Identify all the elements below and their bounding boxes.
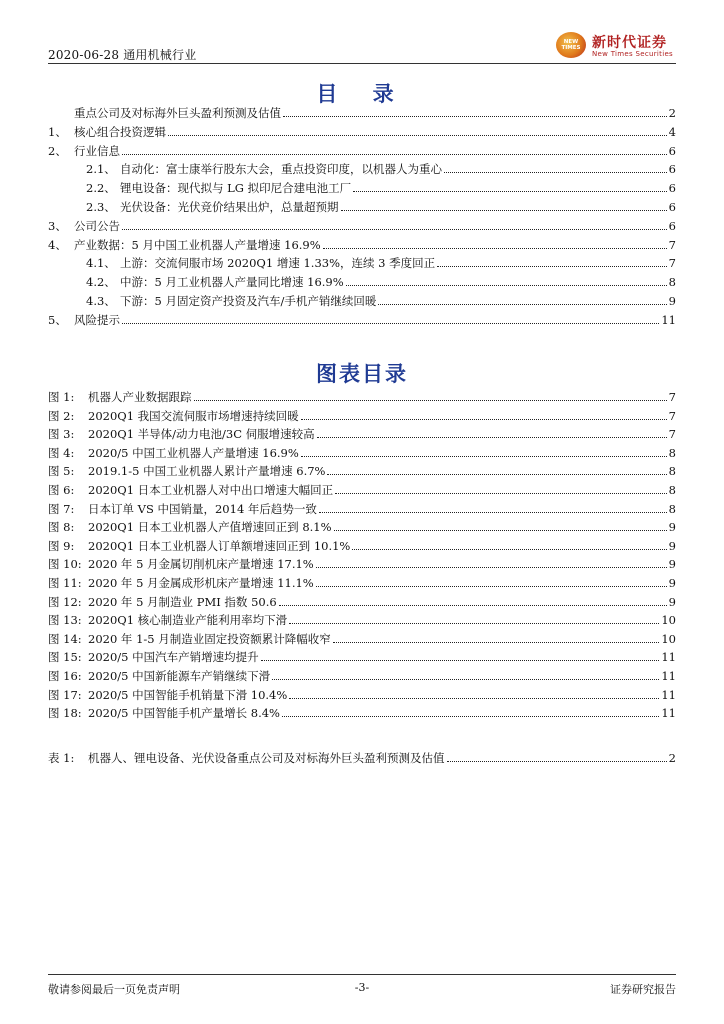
dot-leader — [444, 172, 667, 173]
toc-entry[interactable] — [48, 293, 676, 309]
dot-leader — [301, 419, 667, 420]
dot-leader — [301, 456, 667, 457]
figure-entry-page: 11 — [661, 687, 676, 702]
toc-entry-number: 1、 — [48, 124, 67, 139]
figure-entry-title: 2020Q1 日本工业机器人产值增速回正到 8.1% — [88, 520, 332, 535]
toc-entry-page: 8 — [668, 275, 676, 290]
toc-entry-number: 4.1、 — [86, 256, 116, 271]
figure-entry-number: 图 4: — [48, 445, 75, 460]
figure-entry[interactable] — [48, 687, 676, 703]
figure-entry-title: 2020Q1 日本工业机器人订单额增速回正到 10.1% — [88, 538, 351, 553]
figure-entry-page: 9 — [668, 538, 676, 553]
figure-entry-number: 图 5: — [48, 464, 75, 479]
toc-entry[interactable] — [48, 180, 676, 196]
figure-entry[interactable] — [48, 594, 676, 610]
figure-entry-title: 2020/5 中国智能手机产量增长 8.4% — [88, 706, 280, 721]
toc-entry-title: 风险提示 — [74, 312, 120, 327]
figure-entry-page: 10 — [661, 613, 676, 628]
dot-leader — [261, 660, 660, 661]
toc-entry-label — [86, 274, 344, 290]
figure-entry-title: 2020/5 中国工业机器人产量增速 16.9% — [88, 445, 299, 460]
toc-entry[interactable] — [48, 199, 676, 215]
toc-entry-label — [48, 312, 120, 328]
figure-entry-label — [48, 463, 325, 479]
toc-entry-page: 6 — [668, 218, 676, 233]
figure-entry-label — [48, 501, 317, 517]
toc-entry-number: 2.2、 — [86, 181, 116, 196]
toc-entry-title: 重点公司及对标海外巨头盈利预测及估值 — [74, 106, 281, 120]
toc-entry[interactable] — [48, 124, 676, 140]
figure-entry[interactable] — [48, 612, 676, 628]
figure-entry-number: 图 6: — [48, 483, 75, 497]
toc-entry-page: 7 — [668, 256, 676, 271]
dot-leader — [282, 716, 659, 717]
dot-leader — [272, 679, 659, 680]
figure-entry[interactable] — [48, 463, 676, 479]
figure-entry[interactable] — [48, 631, 676, 647]
toc-entry-label — [86, 255, 435, 271]
figure-entry-title: 机器人产业数据跟踪 — [88, 390, 192, 404]
figure-entry-number: 图 7: — [48, 501, 75, 516]
dot-leader — [323, 248, 667, 249]
figure-entry-title: 2020 年 5 月金属切削机床产量增速 17.1% — [88, 557, 314, 572]
figure-entry[interactable] — [48, 408, 676, 424]
figure-entry-label — [48, 445, 299, 461]
dot-leader — [122, 154, 667, 155]
figure-entry-number: 图 8: — [48, 520, 75, 535]
figure-entry[interactable] — [48, 649, 676, 665]
toc-title: 目 录 — [316, 82, 408, 106]
toc-entry-number: 4.2、 — [86, 275, 116, 290]
toc-entry[interactable] — [48, 274, 676, 290]
figure-entry-label — [48, 556, 314, 572]
toc-entry-label — [86, 180, 351, 196]
figure-entry-label — [48, 389, 192, 405]
figure-entry-page: 9 — [668, 520, 676, 535]
figure-entry[interactable] — [48, 445, 676, 461]
logo-chinese-name: 新时代证券 — [592, 35, 667, 51]
dot-leader — [122, 323, 659, 324]
figure-entry[interactable] — [48, 389, 676, 405]
dot-leader — [283, 116, 667, 117]
figure-entry-page: 11 — [661, 650, 676, 665]
dot-leader — [353, 191, 667, 192]
logo-english-name: New Times Securities — [592, 50, 673, 58]
dot-leader — [279, 605, 667, 606]
figure-entry-label — [48, 575, 314, 591]
toc-entry[interactable] — [48, 312, 676, 328]
figure-entry-page: 8 — [668, 483, 676, 497]
toc-entry-label — [48, 105, 281, 121]
toc-entry-page: 6 — [668, 200, 676, 214]
toc-entry-title: 行业信息 — [74, 143, 120, 158]
dot-leader — [327, 474, 666, 475]
toc-entry[interactable] — [48, 255, 676, 271]
figure-entry-title: 2020 年 1-5 月制造业固定投资额累计降幅收窄 — [88, 631, 331, 646]
figure-entry-number: 图 11: — [48, 576, 82, 590]
dot-leader — [447, 761, 667, 762]
dot-leader — [341, 210, 667, 211]
toc-entry-page: 7 — [668, 237, 676, 252]
figure-entry[interactable] — [48, 501, 676, 517]
figure-entry-title: 2019.1-5 中国工业机器人累计产量增速 6.7% — [88, 464, 326, 479]
figure-entry[interactable] — [48, 556, 676, 572]
table-entry[interactable] — [48, 750, 676, 766]
figure-entry-title: 2020Q1 日本工业机器人对中出口增速大幅回正 — [88, 483, 334, 497]
figure-entry-page: 7 — [668, 408, 676, 423]
figure-entry-label — [48, 519, 332, 535]
toc-entry-label — [86, 161, 442, 177]
figure-entry-title: 2020Q1 我国交流伺服市场增速持续回暖 — [88, 408, 299, 423]
table-entry-label — [48, 750, 445, 766]
figure-entry[interactable] — [48, 482, 676, 498]
table-entry-page: 2 — [668, 751, 676, 765]
figure-entry-number: 图 16: — [48, 669, 82, 683]
company-logo — [556, 30, 676, 62]
toc-entry[interactable] — [48, 105, 676, 121]
toc-entry-title: 核心组合投资逻辑 — [74, 124, 166, 139]
figure-entry-number: 图 10: — [48, 557, 82, 572]
dot-leader — [317, 437, 667, 438]
toc-entry[interactable] — [48, 161, 676, 177]
figure-entry-number: 图 3: — [48, 427, 75, 442]
figure-entry-page: 8 — [668, 464, 676, 479]
figure-entry-number: 图 15: — [48, 650, 82, 665]
dot-leader — [316, 586, 667, 587]
toc-entry-page: 6 — [668, 143, 676, 158]
toc-entry-title: 光伏设备：光伏竞价结果出炉，总量超预期 — [120, 200, 339, 214]
figure-entry-title: 2020Q1 核心制造业产能利用率均下滑 — [88, 613, 288, 628]
page-footer — [48, 974, 676, 995]
dot-leader — [319, 512, 667, 513]
figure-entry-number: 图 9: — [48, 538, 75, 553]
figure-entry-number: 图 17: — [48, 687, 82, 702]
toc-entry-title: 公司公告 — [74, 218, 120, 233]
dot-leader — [122, 229, 667, 230]
footer-report-type: 证券研究报告 — [610, 983, 676, 996]
figure-entry-title: 2020Q1 半导体/动力电池/3C 伺服增速较高 — [88, 427, 315, 442]
toc-entry-number: 2.1、 — [86, 162, 116, 177]
table-entry-number: 表 1: — [48, 751, 75, 765]
figure-entry-label — [48, 612, 287, 628]
figure-entry-label — [48, 631, 331, 647]
toc-entry-number: 5、 — [48, 312, 67, 327]
toc-entry-title: 锂电设备：现代拟与 LG 拟印尼合建电池工厂 — [120, 181, 352, 196]
figure-entry-label — [48, 594, 277, 610]
toc-entry-label — [48, 124, 166, 140]
figure-entry-label — [48, 538, 350, 554]
figure-entry-title: 2020 年 5 月制造业 PMI 指数 50.6 — [88, 594, 277, 609]
figure-entry-page: 9 — [668, 576, 676, 590]
figure-entry-page: 9 — [668, 557, 676, 572]
dot-leader — [168, 135, 667, 136]
figure-entry-title: 2020 年 5 月金属成形机床产量增速 11.1% — [88, 576, 314, 590]
dot-leader — [194, 400, 667, 401]
figure-entry[interactable] — [48, 426, 676, 442]
footer-disclaimer: 敬请参阅最后一页免责声明 — [48, 983, 180, 996]
figure-entry-page: 8 — [668, 445, 676, 460]
figure-entry-page: 10 — [661, 631, 676, 646]
page-number: -3- — [354, 981, 370, 994]
figure-entry[interactable] — [48, 519, 676, 535]
figure-entry-page: 8 — [668, 501, 676, 516]
figure-entry-title: 2020/5 中国新能源车产销继续下滑 — [88, 669, 271, 683]
toc-entry-page: 6 — [668, 181, 676, 196]
figure-entry[interactable] — [48, 668, 676, 684]
toc-entry-page: 4 — [668, 124, 676, 139]
figure-entry-number: 图 2: — [48, 408, 75, 423]
figure-entry[interactable] — [48, 575, 676, 591]
toc-entry-label — [86, 293, 376, 309]
toc-entry-title: 上游：交流伺服市场 2020Q1 增速 1.33%，连续 3 季度回正 — [120, 256, 436, 271]
figure-entry-title: 2020/5 中国汽车产销增速均提升 — [88, 650, 259, 665]
toc-entry-title: 下游：5 月固定资产投资及汽车/手机产销继续回暖 — [120, 294, 377, 308]
toc-entry-number: 2.3、 — [86, 200, 116, 214]
dot-leader — [335, 493, 667, 494]
dot-leader — [334, 530, 667, 531]
figure-entry-number: 图 18: — [48, 706, 82, 721]
figure-entry-page: 7 — [668, 427, 676, 442]
page-header — [48, 30, 676, 64]
toc-entry-number: 4、 — [48, 237, 67, 252]
figure-entry-number: 图 12: — [48, 594, 82, 609]
toc-entry-number: 4.3、 — [86, 294, 116, 308]
toc-entry-number: 2、 — [48, 143, 67, 158]
figure-entry-page: 11 — [661, 669, 676, 683]
figure-entry-number: 图 13: — [48, 613, 82, 628]
toc-entry-page: 11 — [661, 312, 676, 327]
figure-entry-page: 11 — [661, 706, 676, 721]
figure-entry-title: 日本订单 VS 中国销量，2014 年后趋势一致 — [88, 501, 317, 516]
header-date-sector: 2020-06-28 通用机械行业 — [48, 48, 197, 62]
figure-entry-label — [48, 687, 287, 703]
figure-entry-label — [48, 649, 259, 665]
toc-entry-label — [48, 143, 120, 159]
toc-entry-number: 3、 — [48, 218, 67, 233]
figure-entry-title: 2020/5 中国智能手机销量下滑 10.4% — [88, 687, 288, 702]
dot-leader — [378, 304, 666, 305]
figure-entry-label — [48, 668, 270, 684]
dot-leader — [289, 623, 659, 624]
figure-entry-label — [48, 408, 299, 424]
logo-badge-icon: NEW TIMES — [556, 32, 586, 58]
figure-entry-label — [48, 426, 315, 442]
header-divider — [48, 63, 676, 64]
figures-title: 图表目录 — [316, 362, 408, 386]
dot-leader — [346, 285, 667, 286]
toc-entry-title: 自动化：富士康举行股东大会，重点投资印度，以机器人为重心 — [120, 162, 442, 177]
figure-entry-label — [48, 705, 280, 721]
table-entry-title: 机器人、锂电设备、光伏设备重点公司及对标海外巨头盈利预测及估值 — [88, 751, 445, 765]
dot-leader — [333, 642, 660, 643]
dot-leader — [289, 698, 659, 699]
toc-entry-page: 9 — [668, 294, 676, 308]
toc-entry-label — [48, 237, 321, 253]
toc-entry[interactable] — [48, 143, 676, 159]
toc-entry-label — [48, 218, 120, 234]
figure-entry[interactable] — [48, 538, 676, 554]
dot-leader — [316, 567, 667, 568]
figure-entry-number: 图 1: — [48, 390, 75, 404]
figure-entry-label — [48, 482, 333, 498]
figure-entry-page: 7 — [668, 390, 676, 404]
figure-entry[interactable] — [48, 705, 676, 721]
toc-entry-title: 中游：5 月工业机器人产量同比增速 16.9% — [120, 275, 344, 290]
figure-entry-page: 9 — [668, 594, 676, 609]
toc-entry-label — [86, 199, 339, 215]
toc-entry-page: 2 — [668, 106, 676, 120]
dot-leader — [352, 549, 666, 550]
figure-entry-number: 图 14: — [48, 631, 82, 646]
toc-entry[interactable] — [48, 237, 676, 253]
toc-entry-page: 6 — [668, 162, 676, 177]
dot-leader — [437, 266, 667, 267]
toc-entry-title: 产业数据：5 月中国工业机器人产量增速 16.9% — [74, 237, 321, 252]
toc-entry[interactable] — [48, 218, 676, 234]
